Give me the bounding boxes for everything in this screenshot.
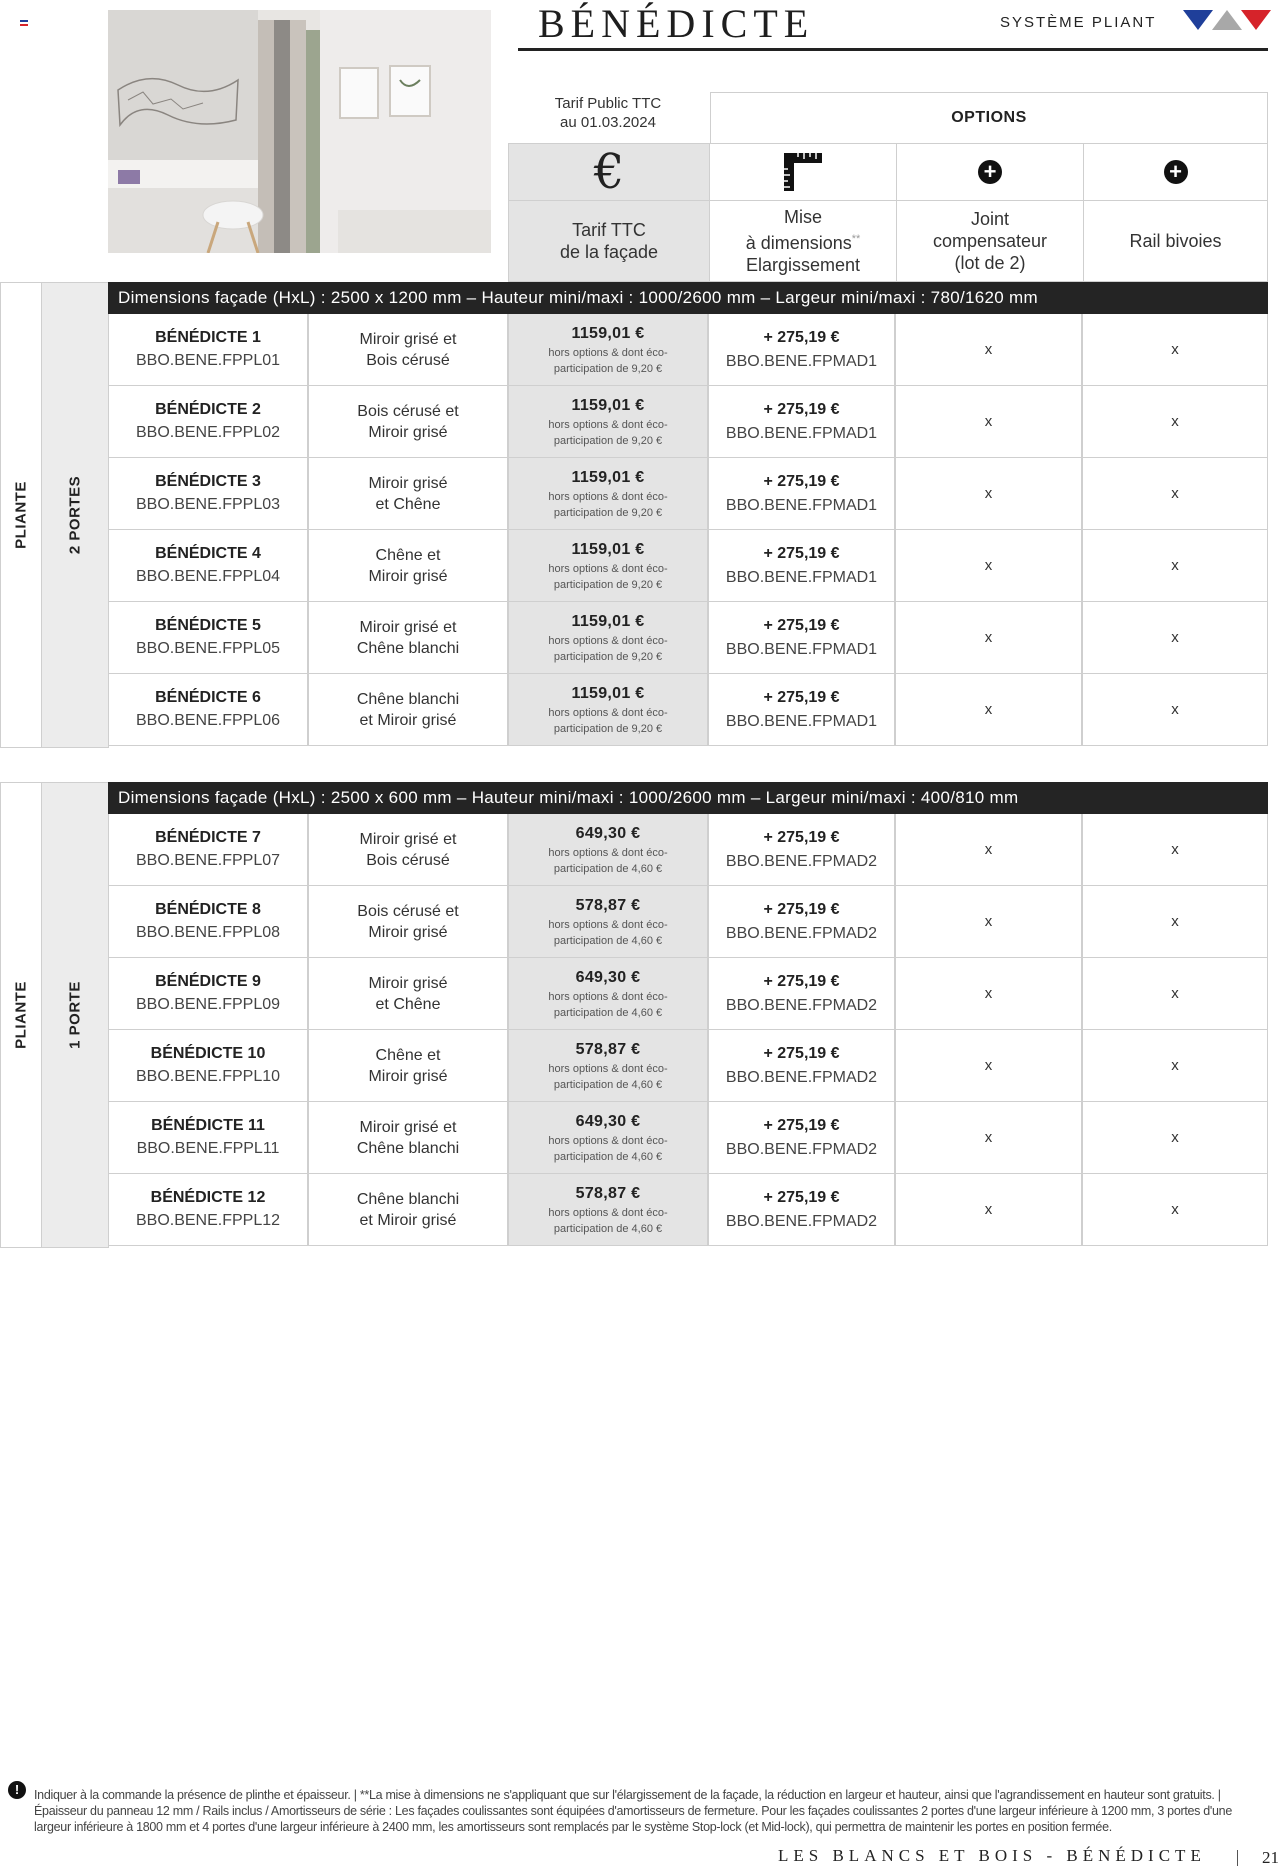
price: 649,30 € — [575, 824, 641, 842]
product-ref: BBO.BENE.FPPL05 — [135, 639, 281, 657]
joint-cell — [895, 458, 1082, 530]
footnote: Indiquer à la commande la présence de plinthe et épaisseur. | **La mise à dimensions ne s'appliquant que sur l'élargissement de la façade, la réduction en largeur et hauteur, ainsi que l'agrandissement en hauteur sont gratuits. | Épaisseur du panneau 12 mm / Rails inclus / Amortisseurs de série : Les façades coulissantes sont équipées d'amortisseurs de fermeture. Pour les façades coulissantes 2 portes d'une largeur inférieure à 1200 mm, 3 portes d'une largeur inférieure à 1800 mm et 4 portes d'une largeur inférieure à 2400 mm, les amortisseurs sont remplacés par le système Stop-lock (et Mid-lock), qui permettra de maintenir les portes en position fermée. — [34, 1788, 1232, 1834]
mise-price: + 275,19 € — [763, 616, 840, 634]
joint-value: x — [984, 557, 993, 574]
price-cell — [508, 314, 708, 386]
material: Miroir grisé et Chêne — [368, 974, 448, 1013]
product-cell — [108, 602, 308, 674]
flag-icon — [20, 20, 28, 26]
price: 1159,01 € — [571, 612, 645, 630]
joint-header — [896, 200, 1084, 282]
mise-ref: BBO.BENE.FPMAD2 — [725, 924, 878, 942]
rail-value: x — [1171, 1201, 1179, 1218]
product-ref: BBO.BENE.FPPL10 — [135, 1067, 281, 1085]
material: Chêne blanchi et Miroir grisé — [356, 1190, 460, 1229]
product-ref: BBO.BENE.FPPL03 — [135, 495, 281, 513]
product-ref: BBO.BENE.FPPL01 — [135, 351, 281, 369]
price: 1159,01 € — [571, 324, 645, 342]
joint-value: x — [984, 1129, 993, 1146]
material-cell — [308, 1102, 508, 1174]
price-note: hors options & dont éco- participation de 9,20 € — [548, 634, 668, 663]
dimensions-bar: Dimensions façade (HxL) : 2500 x 600 mm – Hauteur mini/maxi : 1000/2600 mm – Largeur mini/maxi : 400/810 mm — [108, 782, 1268, 814]
material: Chêne blanchi et Miroir grisé — [356, 690, 460, 729]
price-cell — [508, 1030, 708, 1102]
product-name: BÉNÉDICTE 1 — [155, 328, 261, 346]
tarif-header — [508, 200, 710, 282]
mise-ref: BBO.BENE.FPMAD2 — [725, 852, 878, 870]
joint-value: x — [984, 341, 993, 358]
material-cell — [308, 602, 508, 674]
euro-icon: € — [593, 144, 625, 200]
material: Bois cérusé et Miroir grisé — [357, 402, 459, 441]
price: 578,87 € — [575, 896, 641, 914]
product-ref: BBO.BENE.FPPL07 — [135, 851, 281, 869]
material-cell — [308, 530, 508, 602]
mise-ref: BBO.BENE.FPMAD1 — [725, 712, 878, 730]
joint-cell — [895, 1102, 1082, 1174]
joint-plus-cell — [896, 143, 1084, 201]
material: Miroir grisé et Chêne blanchi — [356, 618, 460, 657]
rail-value: x — [1171, 985, 1179, 1002]
product-ref: BBO.BENE.FPPL12 — [135, 1211, 281, 1229]
joint-header-label: Joint compensateur (lot de 2) — [932, 209, 1048, 273]
mise-line3: Elargissement — [745, 255, 861, 275]
mise-cell — [708, 530, 895, 602]
rail-cell — [1082, 1030, 1268, 1102]
mise-price: + 275,19 € — [763, 972, 840, 990]
tarif-public-label: Tarif Public TTC au 01.03.2024 — [554, 95, 662, 131]
price: 1159,01 € — [571, 540, 645, 558]
mise-price: + 275,19 € — [763, 900, 840, 918]
mise-line2: à dimensions — [745, 233, 852, 253]
mise-price: + 275,19 € — [763, 1116, 840, 1134]
mise-cell — [708, 814, 895, 886]
product-name: BÉNÉDICTE 2 — [155, 400, 261, 418]
footer-separator — [1237, 1850, 1238, 1866]
mise-price: + 275,19 € — [763, 828, 840, 846]
price-cell — [508, 886, 708, 958]
material: Chêne et Miroir grisé — [368, 546, 448, 585]
price-cell — [508, 814, 708, 886]
joint-value: x — [984, 701, 993, 718]
material-cell — [308, 886, 508, 958]
mise-price: + 275,19 € — [763, 688, 840, 706]
price-note: hors options & dont éco- participation de 9,20 € — [548, 562, 668, 591]
rail-cell — [1082, 458, 1268, 530]
table-row — [108, 886, 1268, 958]
mise-cell — [708, 602, 895, 674]
product-cell — [108, 814, 308, 886]
side-type-1 — [0, 282, 42, 748]
mise-cell — [708, 1174, 895, 1246]
product-name: BÉNÉDICTE 9 — [155, 972, 261, 990]
price-note: hors options & dont éco- participation de 4,60 € — [548, 1206, 668, 1235]
rail-cell — [1082, 1102, 1268, 1174]
options-label: OPTIONS — [951, 109, 1027, 126]
table-row — [108, 602, 1268, 674]
joint-cell — [895, 1030, 1082, 1102]
table-row — [108, 1030, 1268, 1102]
table-row — [108, 1174, 1268, 1246]
mise-header — [709, 200, 897, 282]
price: 1159,01 € — [571, 396, 645, 414]
material: Chêne et Miroir grisé — [368, 1046, 448, 1085]
table-row — [108, 314, 1268, 386]
joint-cell — [895, 602, 1082, 674]
options-header — [710, 92, 1268, 144]
price-note: hors options & dont éco- participation de 4,60 € — [548, 918, 668, 947]
info-icon: ! — [8, 1781, 26, 1799]
joint-cell — [895, 530, 1082, 602]
product-cell — [108, 886, 308, 958]
mise-cell — [708, 958, 895, 1030]
price-cell — [508, 958, 708, 1030]
product-name: BÉNÉDICTE 5 — [155, 616, 261, 634]
mise-ref: BBO.BENE.FPMAD1 — [725, 424, 878, 442]
material-cell — [308, 958, 508, 1030]
rail-cell — [1082, 814, 1268, 886]
rail-cell — [1082, 958, 1268, 1030]
mise-sup: ** — [851, 233, 861, 245]
price-cell — [508, 386, 708, 458]
mise-ref: BBO.BENE.FPMAD1 — [725, 568, 878, 586]
system-label: SYSTÈME PLIANT — [1000, 14, 1157, 31]
material: Miroir grisé et Bois cérusé — [359, 830, 457, 869]
price-note: hors options & dont éco- participation de 4,60 € — [548, 1134, 668, 1163]
mise-cell — [708, 674, 895, 746]
mise-cell — [708, 458, 895, 530]
price-note: hors options & dont éco- participation de 4,60 € — [548, 1062, 668, 1091]
plus-circle-icon: + — [1164, 160, 1188, 184]
joint-value: x — [984, 913, 993, 930]
doors-label: 1 PORTE — [66, 981, 84, 1049]
price: 1159,01 € — [571, 468, 645, 486]
rail-cell — [1082, 1174, 1268, 1246]
mise-price: + 275,19 € — [763, 544, 840, 562]
ruler-icon-cell — [709, 143, 897, 201]
mise-ref: BBO.BENE.FPMAD1 — [725, 352, 878, 370]
price-cell — [508, 1174, 708, 1246]
side-type-2 — [0, 782, 42, 1248]
triangle-blue-icon — [1183, 10, 1213, 30]
joint-cell — [895, 886, 1082, 958]
product-ref: BBO.BENE.FPPL06 — [135, 711, 281, 729]
rail-header-label: Rail bivoies — [1129, 231, 1222, 251]
product-cell — [108, 314, 308, 386]
price-note: hors options & dont éco- participation de 4,60 € — [548, 990, 668, 1019]
product-ref: BBO.BENE.FPPL04 — [135, 567, 281, 585]
product-name: BÉNÉDICTE 10 — [150, 1044, 266, 1062]
rail-value: x — [1171, 557, 1179, 574]
mise-price: + 275,19 € — [763, 1188, 840, 1206]
material: Miroir grisé et Chêne blanchi — [356, 1118, 460, 1157]
price-cell — [508, 458, 708, 530]
product-name: BÉNÉDICTE 12 — [150, 1188, 266, 1206]
side-doors-2 — [41, 782, 109, 1248]
page-number: 21 — [1262, 1848, 1279, 1867]
material: Miroir grisé et Bois cérusé — [359, 330, 457, 369]
rail-value: x — [1171, 1057, 1179, 1074]
product-cell — [108, 1174, 308, 1246]
joint-value: x — [984, 1057, 993, 1074]
rail-value: x — [1171, 629, 1179, 646]
material: Miroir grisé et Chêne — [368, 474, 448, 513]
product-name: BÉNÉDICTE 4 — [155, 544, 261, 562]
rail-cell — [1082, 886, 1268, 958]
rail-cell — [1082, 674, 1268, 746]
product-cell — [108, 386, 308, 458]
material-cell — [308, 1030, 508, 1102]
price: 649,30 € — [575, 1112, 641, 1130]
rail-cell — [1082, 602, 1268, 674]
price-cell — [508, 674, 708, 746]
price-note: hors options & dont éco- participation de 9,20 € — [548, 346, 668, 375]
rail-value: x — [1171, 913, 1179, 930]
rail-header — [1083, 200, 1268, 282]
product-name: BÉNÉDICTE 7 — [155, 828, 261, 846]
joint-cell — [895, 814, 1082, 886]
price: 1159,01 € — [571, 684, 645, 702]
material-cell — [308, 458, 508, 530]
joint-value: x — [984, 985, 993, 1002]
product-name: BÉNÉDICTE 3 — [155, 472, 261, 490]
plus-circle-icon: + — [978, 160, 1002, 184]
product-ref: BBO.BENE.FPPL02 — [135, 423, 281, 441]
footer-collection: LES BLANCS ET BOIS - BÉNÉDICTE — [778, 1846, 1206, 1865]
rail-cell — [1082, 386, 1268, 458]
mise-price: + 275,19 € — [763, 328, 840, 346]
table-row — [108, 674, 1268, 746]
joint-value: x — [984, 841, 993, 858]
title-rule — [518, 48, 1268, 51]
product-cell — [108, 530, 308, 602]
price: 578,87 € — [575, 1184, 641, 1202]
product-cell — [108, 458, 308, 530]
doors-label: 2 PORTES — [66, 475, 84, 555]
table-row — [108, 386, 1268, 458]
tarif-header-label: Tarif TTC de la façade — [559, 220, 659, 262]
product-ref: BBO.BENE.FPPL11 — [136, 1139, 280, 1157]
rail-value: x — [1171, 413, 1179, 430]
dimensions-bar: Dimensions façade (HxL) : 2500 x 1200 mm – Hauteur mini/maxi : 1000/2600 mm – Largeur mini/maxi : 780/1620 mm — [108, 282, 1268, 314]
table-row — [108, 458, 1268, 530]
mise-cell — [708, 1030, 895, 1102]
product-cell — [108, 1030, 308, 1102]
product-name: BÉNÉDICTE 6 — [155, 688, 261, 706]
table-row — [108, 814, 1268, 886]
mise-cell — [708, 314, 895, 386]
price-note: hors options & dont éco- participation de 4,60 € — [548, 846, 668, 875]
price-cell — [508, 1102, 708, 1174]
mise-ref: BBO.BENE.FPMAD1 — [725, 640, 878, 658]
product-name: BÉNÉDICTE 8 — [155, 900, 261, 918]
material: Bois cérusé et Miroir grisé — [357, 902, 459, 941]
product-ref: BBO.BENE.FPPL09 — [135, 995, 281, 1013]
mise-cell — [708, 386, 895, 458]
product-cell — [108, 1102, 308, 1174]
ruler-icon — [782, 151, 824, 193]
mise-line1: Mise — [783, 207, 822, 227]
rail-value: x — [1171, 841, 1179, 858]
price-cell — [508, 530, 708, 602]
rail-value: x — [1171, 485, 1179, 502]
euro-icon-cell — [508, 143, 710, 201]
type-label: PLIANTE — [12, 981, 30, 1049]
page-title: BÉNÉDICTE — [538, 1, 815, 46]
mise-ref: BBO.BENE.FPMAD2 — [725, 1068, 878, 1086]
price-cell — [508, 602, 708, 674]
type-label: PLIANTE — [12, 481, 30, 549]
joint-cell — [895, 386, 1082, 458]
joint-value: x — [984, 413, 993, 430]
rail-value: x — [1171, 341, 1179, 358]
triangle-grey-icon — [1212, 10, 1242, 30]
mise-ref: BBO.BENE.FPMAD2 — [725, 1212, 878, 1230]
mise-price: + 275,19 € — [763, 400, 840, 418]
joint-cell — [895, 674, 1082, 746]
product-name: BÉNÉDICTE 11 — [151, 1116, 265, 1134]
price-note: hors options & dont éco- participation de 9,20 € — [548, 418, 668, 447]
mise-ref: BBO.BENE.FPMAD1 — [725, 496, 878, 514]
mise-cell — [708, 1102, 895, 1174]
table-row — [108, 958, 1268, 1030]
joint-value: x — [984, 485, 993, 502]
rail-cell — [1082, 314, 1268, 386]
rail-cell — [1082, 530, 1268, 602]
mise-cell — [708, 886, 895, 958]
joint-value: x — [984, 629, 993, 646]
product-ref: BBO.BENE.FPPL08 — [135, 923, 281, 941]
mise-ref: BBO.BENE.FPMAD2 — [725, 996, 878, 1014]
price-note: hors options & dont éco- participation de 9,20 € — [548, 490, 668, 519]
price: 649,30 € — [575, 968, 641, 986]
table-row — [108, 530, 1268, 602]
material-cell — [308, 1174, 508, 1246]
mise-ref: BBO.BENE.FPMAD2 — [725, 1140, 878, 1158]
mise-price: + 275,19 € — [763, 1044, 840, 1062]
price: 578,87 € — [575, 1040, 641, 1058]
joint-cell — [895, 314, 1082, 386]
material-cell — [308, 814, 508, 886]
rail-value: x — [1171, 1129, 1179, 1146]
price-note: hors options & dont éco- participation de 9,20 € — [548, 706, 668, 735]
triangle-red-icon — [1241, 10, 1271, 30]
joint-value: x — [984, 1201, 993, 1218]
mise-header-label — [746, 206, 861, 276]
product-photo — [108, 10, 491, 253]
joint-cell — [895, 958, 1082, 1030]
side-doors-1 — [41, 282, 109, 748]
product-cell — [108, 958, 308, 1030]
joint-cell — [895, 1174, 1082, 1246]
material-cell — [308, 674, 508, 746]
material-cell — [308, 386, 508, 458]
mise-price: + 275,19 € — [763, 472, 840, 490]
rail-plus-cell — [1083, 143, 1268, 201]
rail-value: x — [1171, 701, 1179, 718]
table-row — [108, 1102, 1268, 1174]
material-cell — [308, 314, 508, 386]
product-cell — [108, 674, 308, 746]
